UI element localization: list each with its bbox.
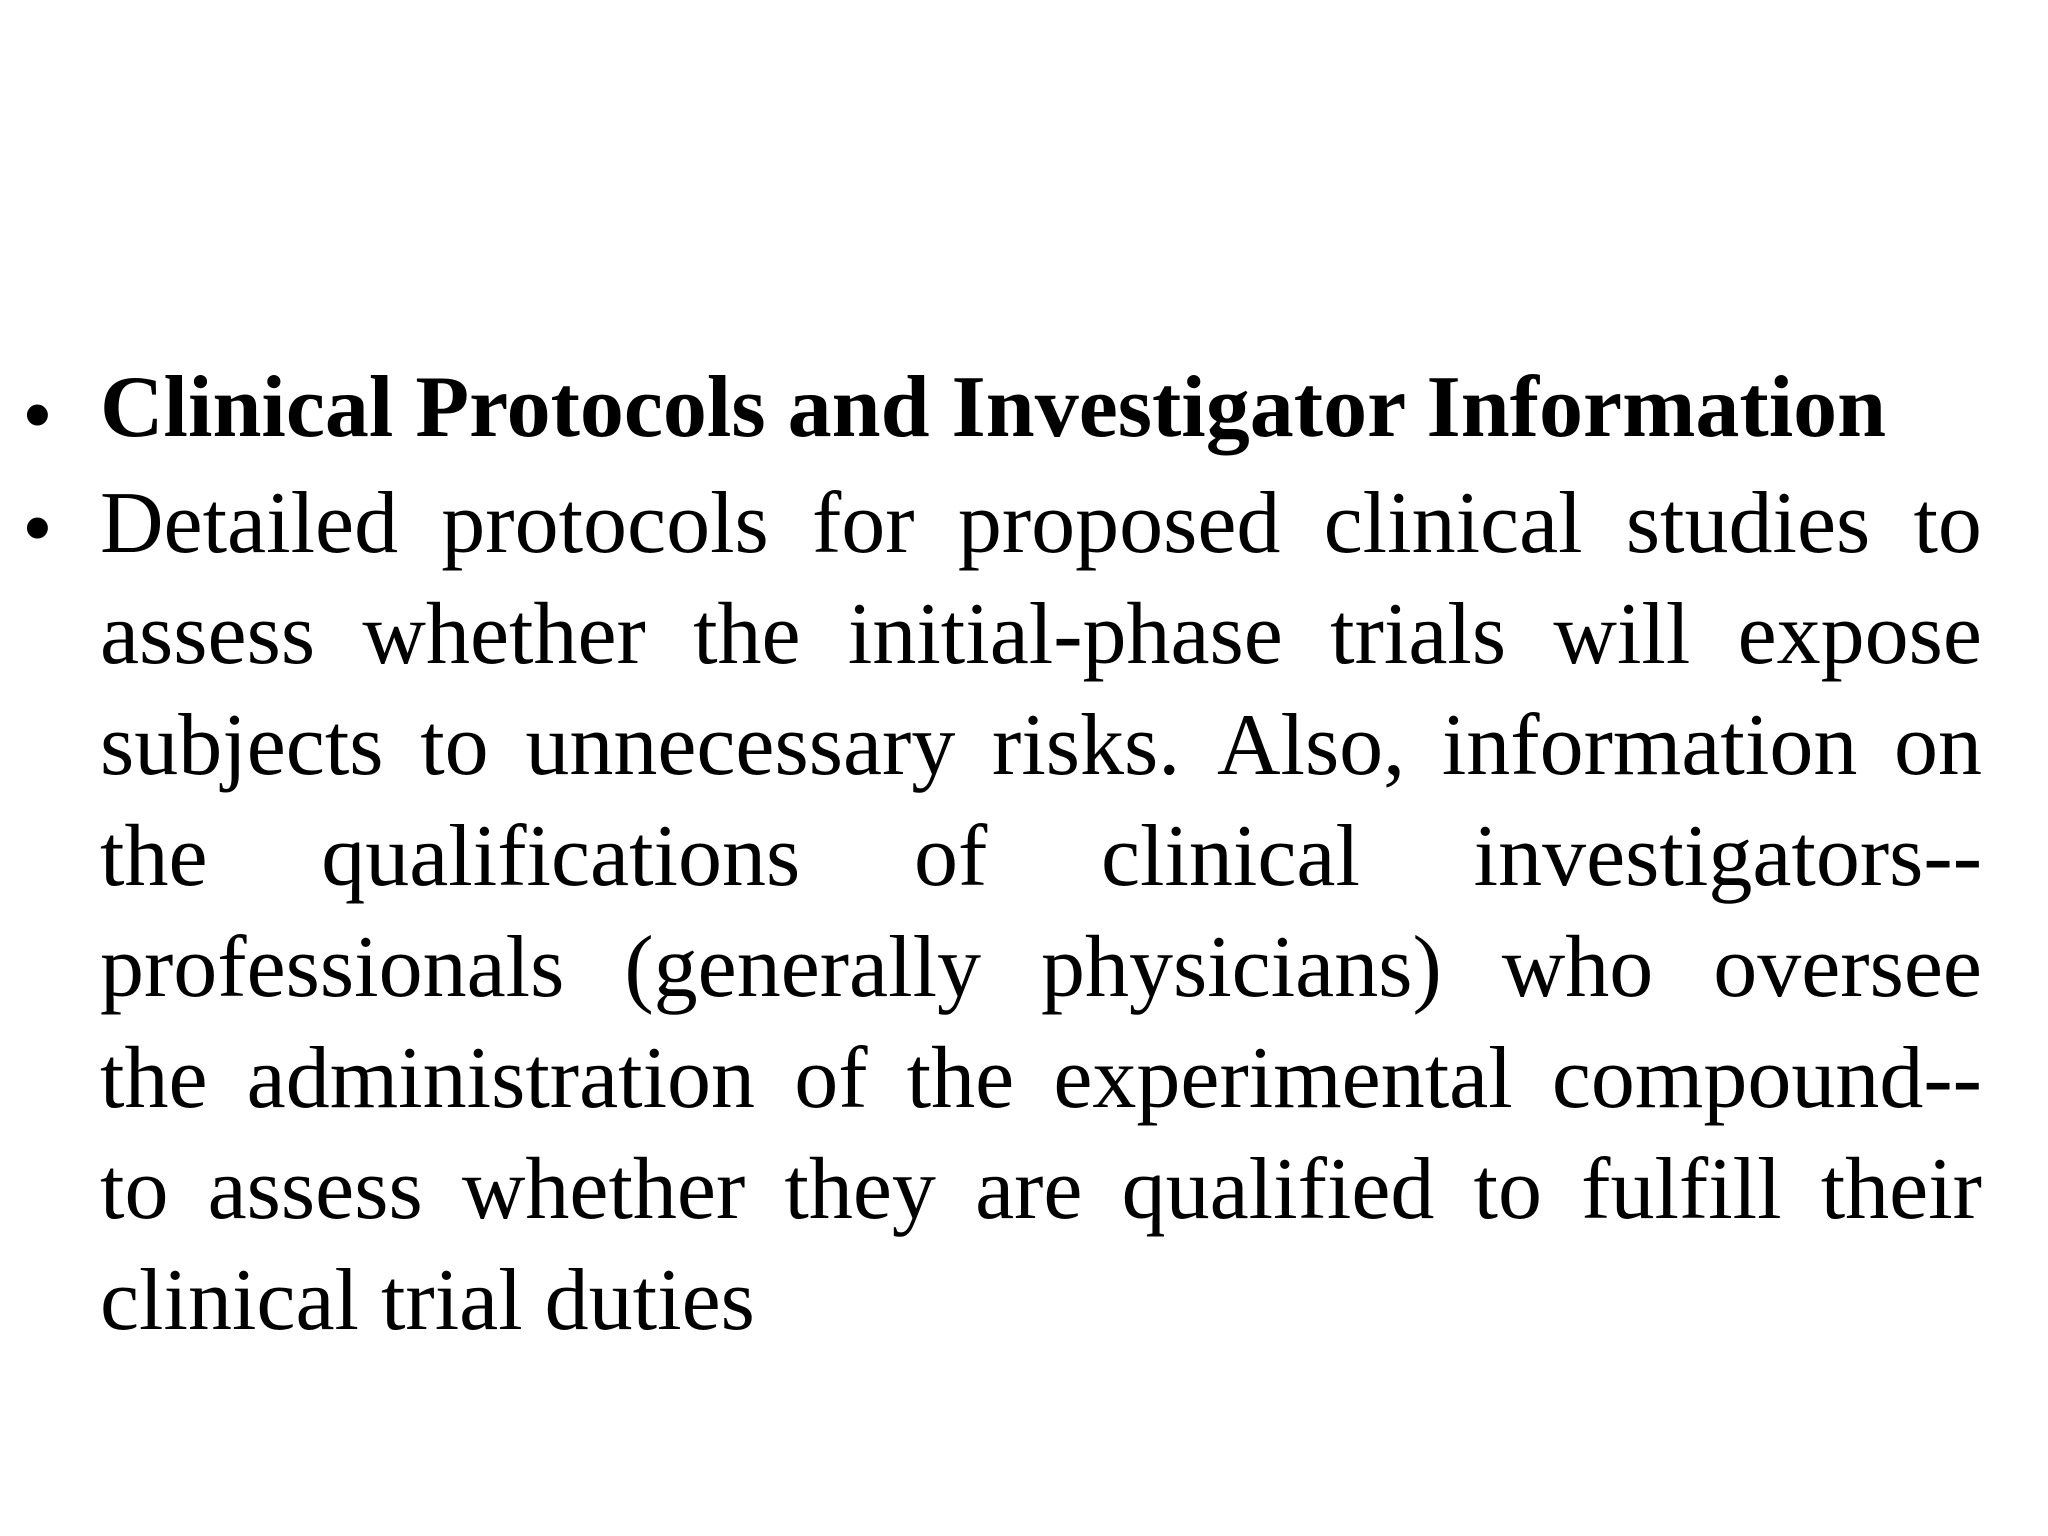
word: qualified	[1121, 1141, 1435, 1238]
word: their	[1820, 1141, 1982, 1238]
word: clinical	[1100, 808, 1360, 905]
bullet-icon: •	[22, 367, 53, 464]
word: for	[812, 475, 915, 572]
bullet-list	[0, 348, 2048, 1356]
word: proposed	[957, 475, 1281, 572]
word: will	[1553, 586, 1691, 683]
word: fulfill	[1581, 1141, 1782, 1238]
word: risks.	[992, 697, 1181, 794]
word: administration	[246, 1030, 756, 1127]
body-line	[100, 1023, 1982, 1134]
word: (generally	[624, 919, 982, 1016]
word: they	[784, 1141, 936, 1238]
body-line	[100, 801, 1982, 912]
word: initial-phase	[847, 586, 1283, 683]
word: clinical	[1323, 475, 1583, 572]
word: to	[420, 697, 489, 794]
word: the	[906, 1030, 1015, 1127]
word: of	[794, 1030, 868, 1127]
word: physicians)	[1040, 919, 1442, 1016]
body-line	[100, 690, 1982, 801]
word: whether	[362, 586, 646, 683]
word: are	[975, 1141, 1083, 1238]
word: of	[913, 808, 988, 905]
body-paragraph	[100, 468, 1982, 1356]
word: to	[1473, 1141, 1542, 1238]
word: protocols	[441, 475, 769, 572]
bullet-item-body	[0, 468, 2048, 1356]
word: the	[100, 1030, 208, 1127]
word: trials	[1330, 586, 1507, 683]
word: who	[1501, 919, 1654, 1016]
word: professionals	[100, 919, 565, 1016]
body-line	[100, 1134, 1982, 1245]
bullet-icon: •	[22, 480, 53, 577]
word: unnecessary	[525, 697, 956, 794]
word: information	[1441, 697, 1858, 794]
word: oversee	[1713, 919, 1982, 1016]
word: to	[100, 1141, 169, 1238]
word: on	[1894, 697, 1982, 794]
body-line	[100, 468, 1982, 579]
word: assess	[100, 586, 316, 683]
word: the	[100, 808, 208, 905]
heading-text: Clinical Protocols and Investigator Information	[100, 359, 1887, 456]
body-line	[100, 579, 1982, 690]
word: qualifications	[321, 808, 801, 905]
word: subjects	[100, 697, 384, 794]
word: compound--	[1551, 1030, 1982, 1127]
word: the	[693, 586, 801, 683]
body-line	[100, 912, 1982, 1023]
word: whether	[461, 1141, 746, 1238]
word: Also,	[1216, 697, 1406, 794]
word: experimental	[1053, 1030, 1513, 1127]
bullet-item-heading	[0, 348, 2048, 468]
word: studies	[1625, 475, 1871, 572]
word: Detailed	[100, 475, 399, 572]
word: investigators--	[1473, 808, 1982, 905]
word: assess	[207, 1141, 423, 1238]
word: expose	[1737, 586, 1982, 683]
word: to	[1913, 475, 1982, 572]
body-line: clinical trial duties	[100, 1252, 755, 1349]
